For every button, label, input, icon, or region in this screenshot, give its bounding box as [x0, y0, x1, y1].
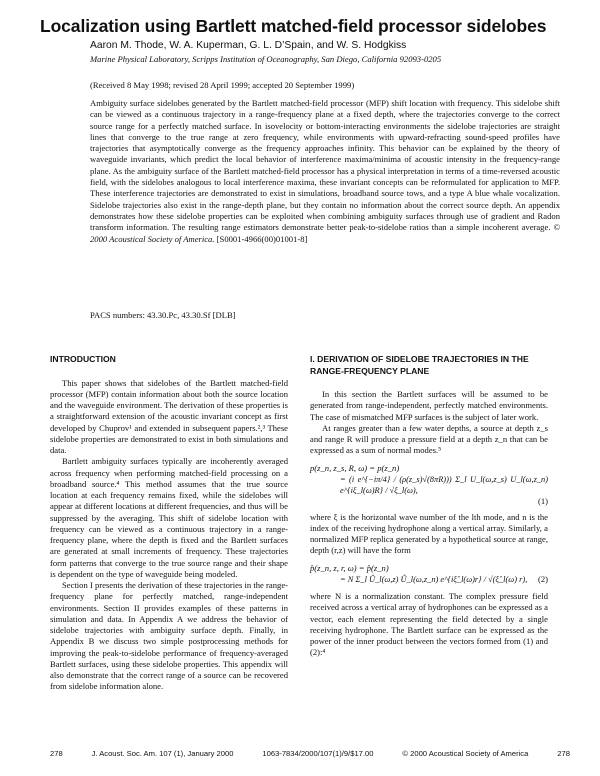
footer-copyright: © 2000 Acoustical Society of America	[402, 749, 529, 758]
equation-2-number: (2)	[537, 573, 548, 584]
equation-1-number: (1)	[537, 496, 548, 507]
received-dates: (Received 8 May 1998; revised 28 April 1999; accepted 20 September 1999)	[90, 80, 355, 90]
page-number-left: 278	[50, 749, 63, 758]
equation-1	[310, 463, 548, 508]
page-footer	[50, 749, 570, 758]
publication-codes: 1063-7834/2000/107(1)/9/$17.00	[262, 749, 374, 758]
paper-title: Localization using Bartlett matched-field processor sidelobes	[40, 16, 547, 36]
paragraph: In this section the Bartlett surfaces will be assumed to be generated from range-independent, perfectly matched environments. The case of mismatched MFP surfaces is the subject of later work.	[310, 389, 548, 422]
equation-1-rhs: = (i e^{−iπ/4} / (ρ(z_s)√(8πR))) Σ_l U_l(ω,z_s) U_l(ω,z_n) e^{iξ_l(ω)R} / √ξ_l(ω),	[340, 474, 548, 495]
authors: Aaron M. Thode, W. A. Kuperman, G. L. D’Spain, and W. S. Hodgkiss	[90, 40, 407, 51]
paragraph: This paper shows that sidelobes of the Bartlett matched-field processor (MFP) contain information about both the source location and the waveguide environment. The derivation of these properties is a straightforward extension of the acoustic invariant concept as first developed by Chuprov¹ and extended in subsequent papers.²,³ These sidelobe properties are demonstrated to exist in both simulations and data.	[50, 377, 289, 455]
affiliation: Marine Physical Laboratory, Scripps Institution of Oceanography, San Diego, California 92093-0205	[90, 54, 442, 64]
paragraph: At ranges greater than a few water depths, a source at depth z_s and range R will produce a pressure field at a depth z_n that can be expressed as a sum of normal modes.⁵	[310, 422, 548, 456]
paragraph: where ξ is the horizontal wave number of the lth mode, and n is the index of the receiving hydrophone along a vertical array. Similarly, a normalized MFP replica generated by a hypothetical source at range, depth (r,z) will have the form	[310, 511, 548, 556]
abstract-text: Ambiguity surface sidelobes generated by the Bartlett matched-field processor (MFP) shift location with frequency. This sidelobe shift can be viewed as a continuous trajectory in a range-frequency plane at a fixed depth, where the trajectories converge to the correct source range for a perfectly matched surface. In isovelocity or bottom-interacting environments the sidelobe trajectories are straight lines that converge to the true range at zero frequency, while environments with upward-refracting sound-speed profiles have trajectories that asymptotically converge as the frequency approaches infinity. This behavior can be explained by the theory of waveguide invariants, which predict the local behavior of interference maxima/minima of acoustic intensity in the frequency-range plane. As the ambiguity surface of the Bartlett matched-field processor has a physical interpretation in terms of a time-reversed acoustic field, with the sidelobes analogous to local interference maxima, these invariant concepts can be reformulated for application to MFP. These interference trajectories are demonstrated to exist in simulations, broadband source tows, and a type A blue whale vocalization. Sidelobe trajectories also exist in the range-depth plane, but they contain no information about the correct source depth. An appendix demonstrates how these sidelobe properties can be exploited when combining ambiguity surfaces through use of gradient and Radon transform information. The resulting range estimators demonstrate better peak-to-sidelobe ratios than a simple incoherent average.	[90, 98, 560, 233]
pacs-numbers: PACS numbers: 43.30.Pc, 43.30.Sf [DLB]	[90, 310, 236, 320]
section-heading-introduction: INTRODUCTION	[50, 354, 116, 364]
right-column	[310, 354, 548, 659]
abstract	[90, 98, 560, 245]
page-number-right: 278	[557, 749, 570, 758]
left-column	[50, 354, 288, 693]
paragraph: Bartlett ambiguity surfaces typically are incoherently averaged across frequency when performing matched-field processing on a broadband source.⁴ This method assumes that the true source location at each frequency remains fixed, while the sidelobes will appear at different locations at different frequencies, and thus will be suppressed by the averaging. This shift of sidelobe location with frequency can be viewed as a continuous trajectory in a range-frequency plane, where the depth is fixed and the Bartlett surfaces are generated at small increments of frequency. These trajectories form patterns that converge to the true source range and their shape is dependent on the type of waveguide being modeled.	[50, 456, 288, 579]
equation-2-lhs: p̂(z_n, z, r, ω) = p̂(z_n)	[310, 562, 389, 573]
equation-2-rhs: = N Σ_l Û_l(ω,z) Û_l(ω,z_n) e^{iξ̂_l(ω)r} / √(ξ̂_l(ω) r),	[340, 574, 528, 584]
abstract-doi: [S0001-4966(00)01001-8]	[216, 233, 308, 244]
equation-1-lhs: p(z_n, z_s, R, ω) = p(z_n)	[310, 462, 400, 473]
paragraph: where N is a normalization constant. The complex pressure field received across a vertical array of hydrophones can be expressed as a vector, each element representing the field detected by a single receiving hydrophone. The Bartlett surface can be expressed as the power of the inner product between the vectors formed from (1) and (2):⁴	[310, 591, 548, 658]
section-heading-derivation: I. DERIVATION OF SIDELOBE TRAJECTORIES IN THE RANGE-FREQUENCY PLANE	[310, 354, 529, 376]
abstract-copyright: © 2000 Acoustical Society of America.	[90, 222, 560, 244]
equation-2	[310, 563, 548, 586]
journal-citation: J. Acoust. Soc. Am. 107 (1), January 2000	[91, 749, 234, 758]
paragraph: Section I presents the derivation of these trajectories in the range-frequency plane for perfectly matched, range-independent environments. Section II provides examples of these patterns in simulation and data. In Appendix A we address the behavior of sidelobe trajectories with ambiguity surface depth. Finally, in Appendix B we discuss two simple postprocessing methods for improving the peak-to-sidelobe performance of frequency-averaged Bartlett surfaces, using these sidelobe properties. This appendix will also demonstrate that the correct range of a source can be recovered from sidelobe information alone.	[50, 580, 288, 692]
